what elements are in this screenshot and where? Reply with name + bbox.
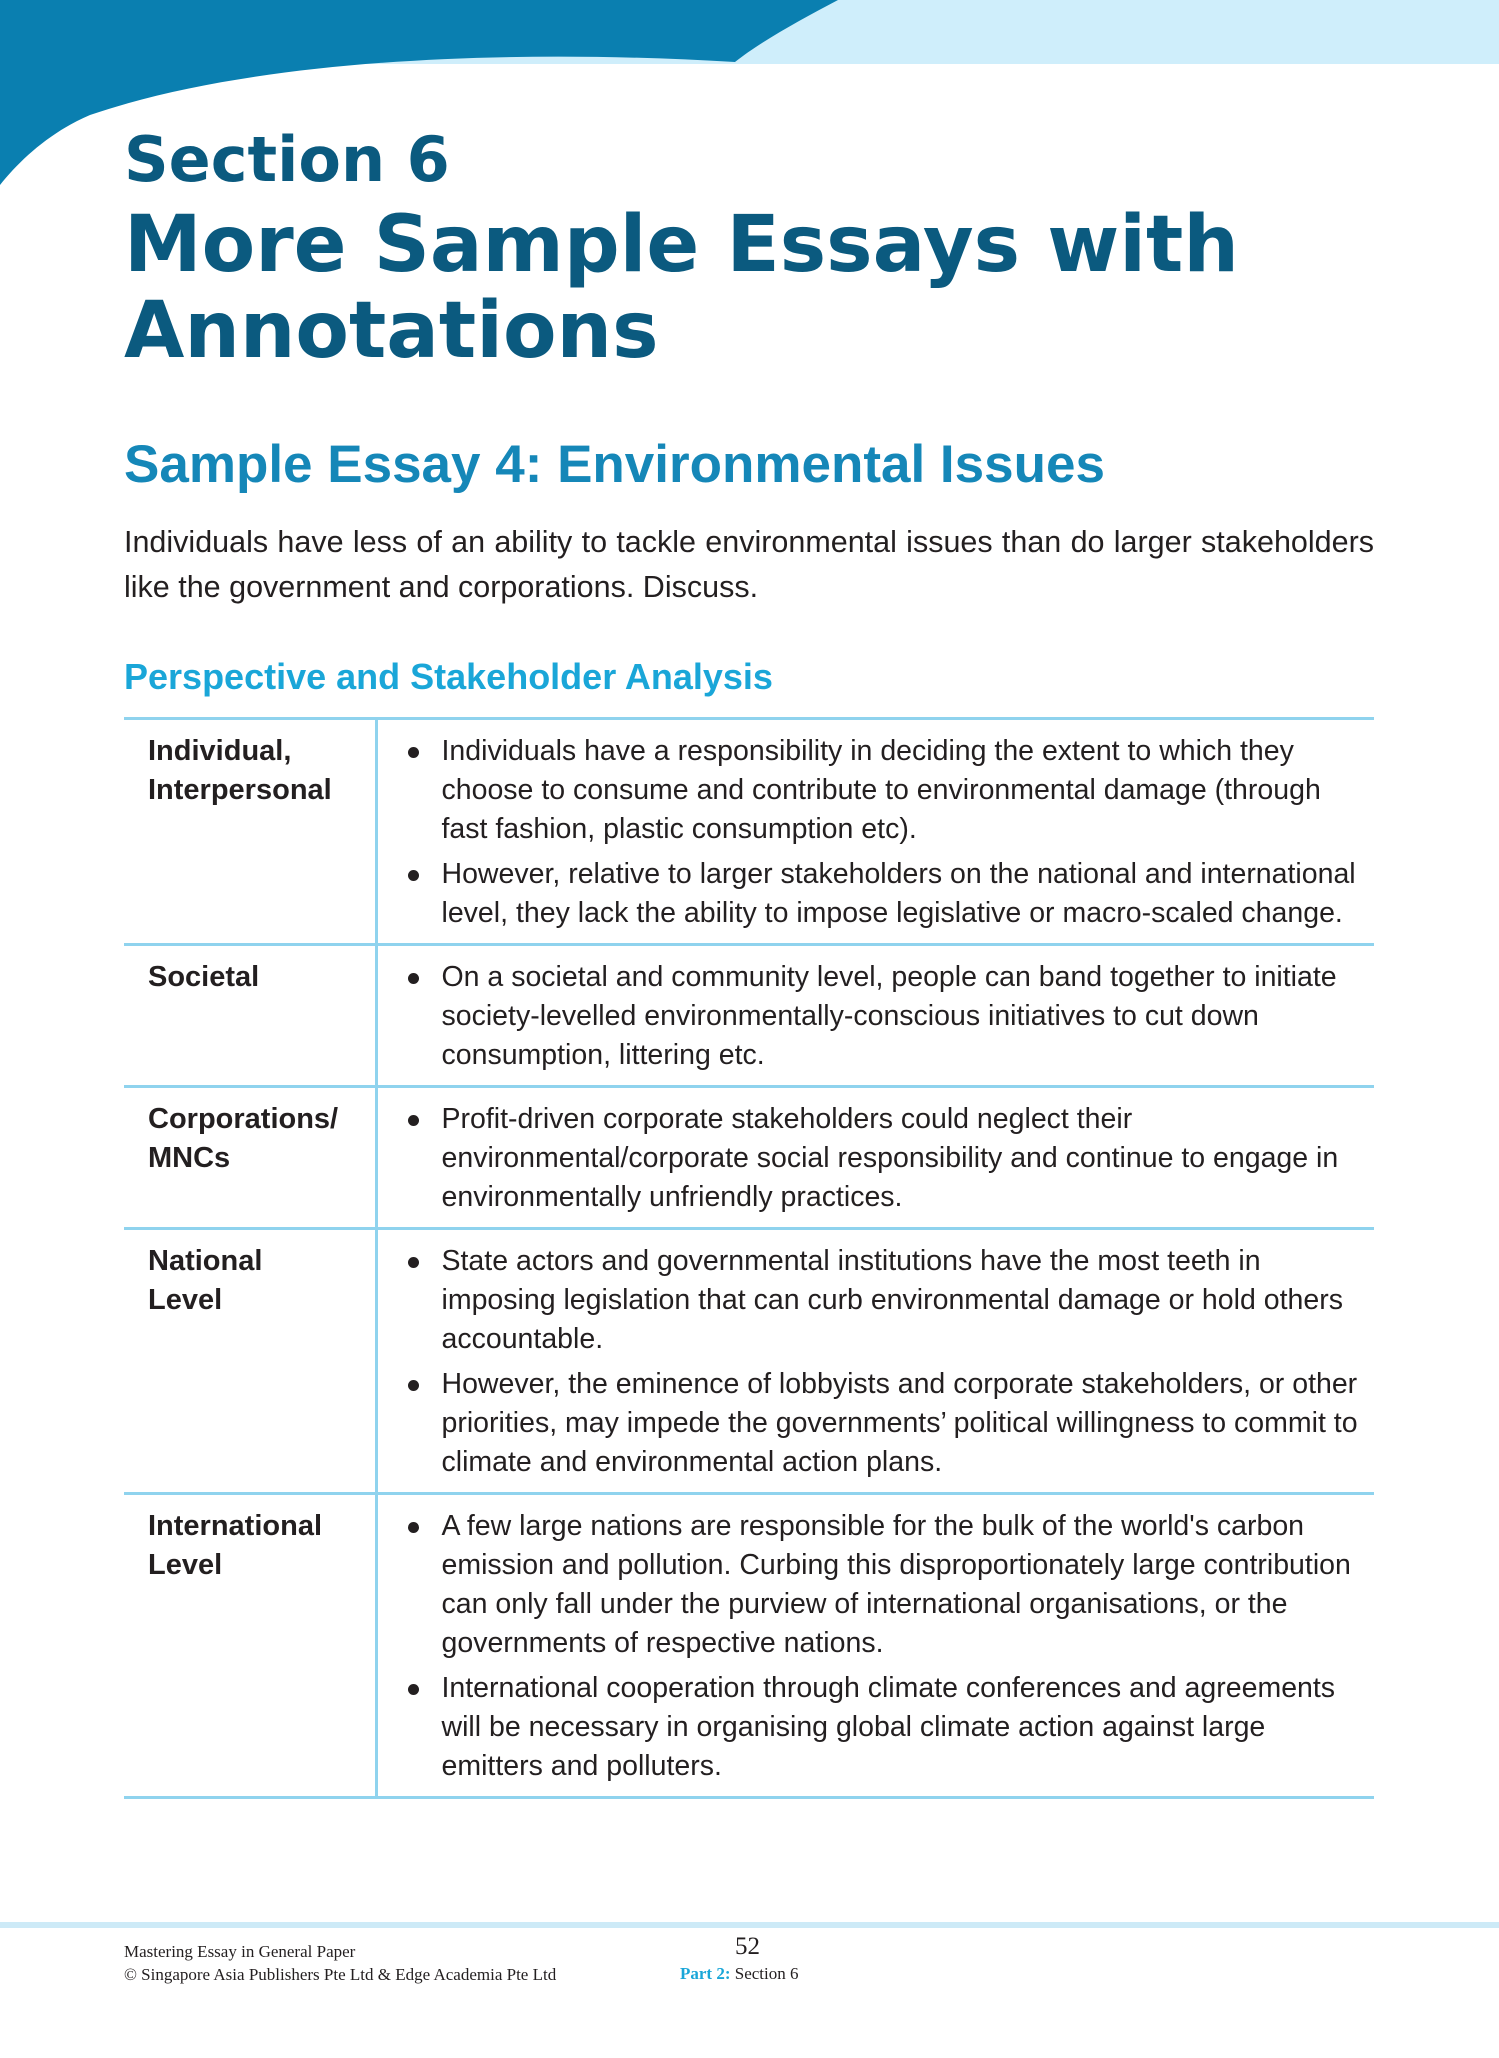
label-line: Level [148,1549,223,1581]
section-heading: More Sample Essays with Annotations [124,200,1239,376]
bullet-point [406,1507,1365,1663]
stakeholder-points [376,1087,1374,1229]
bullet-icon [408,870,419,881]
stakeholder-label [124,1494,376,1798]
bullet-text: However, the eminence of lobbyists and corporate stakeholders, or other priorities, may impede the governments’ political willingness to commit to climate and environmental action plans. [441,1368,1358,1478]
label-line: Interpersonal [148,774,332,806]
bullet-point [406,1100,1365,1217]
stakeholder-points [376,719,1374,945]
label-line: Individual, [148,735,292,767]
bullet-icon [408,1522,419,1533]
bullet-point [406,1365,1365,1482]
page-number: 52 [735,1933,760,1960]
table-row [124,1087,1374,1229]
stakeholder-points [376,1494,1374,1798]
stakeholder-points [376,945,1374,1087]
table-row [124,1229,1374,1494]
bullet-icon [408,1115,419,1126]
bullet-point [406,958,1365,1075]
stakeholder-label [124,1229,376,1494]
bullet-point [406,1669,1365,1786]
label-line: Societal [148,961,260,993]
analysis-heading: Perspective and Stakeholder Analysis [124,656,773,697]
bullet-icon [408,1684,419,1695]
bullet-point [406,855,1365,933]
stakeholder-table [124,717,1374,1799]
stakeholder-label [124,945,376,1087]
bullet-text: State actors and governmental institutions have the most teeth in imposing legislation that can curb environmental damage or hold others accountable. [441,1245,1343,1355]
bullet-icon [408,1380,419,1391]
bullet-text: Individuals have a responsibility in deciding the extent to which they choose to consume and contribute to environmental damage (through fast fashion, plastic consumption etc). [441,735,1321,845]
section-label: Section 6 [124,123,450,196]
book-title: Mastering Essay in General Paper [124,1942,356,1961]
bullet-text: International cooperation through climate conferences and agreements will be necessary in organising global climate action against large emitters and polluters. [441,1672,1336,1782]
label-line: National [148,1245,263,1277]
footer-divider [0,1922,1499,1928]
bullet-text: However, relative to larger stakeholders on the national and international level, they lack the ability to impose legislative or macro-scaled change. [441,858,1356,929]
table-row [124,1494,1374,1798]
stakeholder-label [124,719,376,945]
copyright-notice: © Singapore Asia Publishers Pte Ltd & Edge Academia Pte Ltd [124,1965,557,1984]
part-section: Section 6 [734,1964,799,1983]
label-line: Level [148,1284,223,1316]
bullet-text: A few large nations are responsible for the bulk of the world's carbon emission and pollution. Curbing this disproportionately large contribution can only fall under the purview of international organisations, or the governments of respective nations. [441,1510,1351,1659]
stakeholder-points [376,1229,1374,1494]
section-title [124,118,1274,374]
stakeholder-label [124,1087,376,1229]
label-line: Corporations/ [148,1103,339,1135]
bullet-point [406,732,1365,849]
bullet-icon [408,973,419,984]
bullet-icon [408,1257,419,1268]
table-row [124,945,1374,1087]
table-row [124,719,1374,945]
bullet-text: On a societal and community level, people can band together to initiate society-levelled environmentally-conscious initiatives to cut down consumption, littering etc. [441,961,1337,1071]
label-line: International [148,1510,323,1542]
footer-part [680,1964,799,1984]
bullet-point [406,1242,1365,1359]
bullet-text: Profit-driven corporate stakeholders could neglect their environmental/corporate social responsibility and continue to engage in environmentally unfriendly practices. [441,1103,1339,1213]
label-line: MNCs [148,1142,231,1174]
bullet-icon [408,747,419,758]
essay-title: Sample Essay 4: Environmental Issues [124,435,1105,494]
essay-prompt: Individuals have less of an ability to tackle environmental issues than do larger stakeholders like the government and corporations. Discuss. [124,525,1374,604]
footer-credits [124,1940,556,1986]
part-label: Part 2: [680,1964,731,1983]
